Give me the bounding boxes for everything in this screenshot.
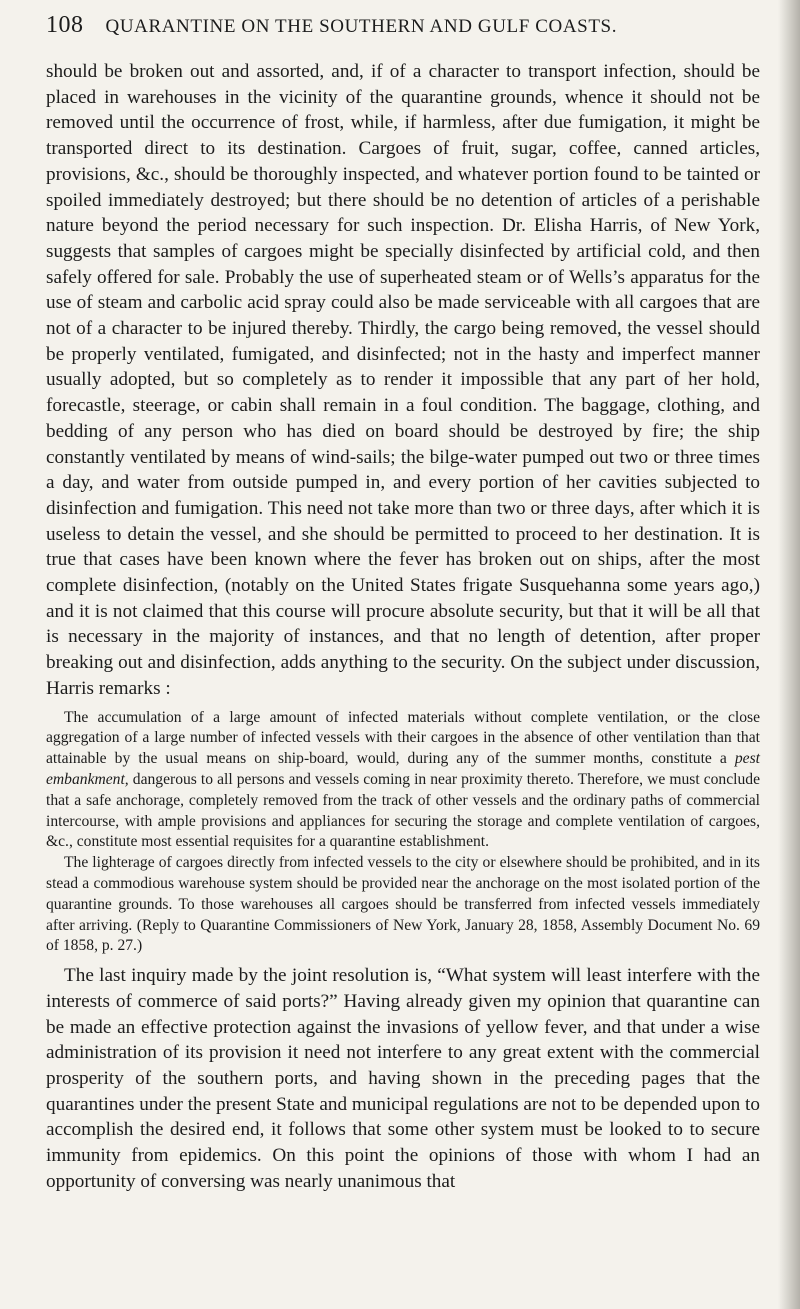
page-edge-shadow	[778, 0, 800, 1309]
quote-1-italic-phrase: pest embankment,	[46, 750, 760, 788]
block-quote	[46, 708, 760, 958]
quote-1-text-after: dangerous to all persons and vessels coming in near proximity thereto. Therefore, we must conclude that a safe anchorage, completely removed from the track of other vessels and the ordinary paths of commercial intercourse, with ample provisions and appliances for securing the storage and complete ventilation of cargoes, &c., constitute most essential requisites for a quarantine establishment.	[46, 770, 760, 851]
quote-paragraph-1	[46, 708, 760, 854]
body-paragraph-1: should be broken out and assorted, and, if of a character to transport infection, should be placed in warehouses in the vicinity of the quarantine grounds, whence it should not be removed until the occurrence of frost, while, if harmless, after due fumigation, it might be transported direct to its destination. Cargoes of fruit, sugar, coffee, canned articles, provisions, &c., should be thoroughly inspected, and whatever portion found to be tainted or spoiled immediately destroyed; but there should be no detention of articles of a perishable nature beyond the period necessary for such inspection. Dr. Elisha Harris, of New York, suggests that samples of cargoes might be specially disinfected by artificial cold, and then safely offered for sale. Probably the use of superheated steam or of Wells’s apparatus for the use of steam and carbolic acid spray could also be made serviceable with all cargoes that are not of a character to be injured thereby. Thirdly, the cargo being removed, the vessel should be properly ventilated, fumigated, and disinfected; not in the hasty and imperfect manner usually adopted, but so completely as to render it impossible that any part of her hold, forecastle, steerage, or cabin shall remain in a foul condition. The baggage, clothing, and bedding of any person who has died on board should be destroyed by fire; the ship constantly ventilated by means of wind-sails; the bilge-water pumped out two or three times a day, and water from outside pumped in, and every portion of her cavities subjected to disinfection and fumigation. This need not take more than two or three days, after which it is useless to detain the vessel, and she should be permitted to proceed to her destination. It is true that cases have been known where the fever has broken out on ships, after the most complete disinfection, (notably on the United States frigate Susquehanna some years ago,) and it is not claimed that this course will procure absolute security, but that it will be all that is necessary in the majority of instances, and that no length of detention, after proper breaking out and disinfection, adds anything to the security. On the subject under discussion, Harris remarks :	[46, 61, 760, 699]
quote-1-text-before: The accumulation of a large amount of infected materials without complete ventilation, or the close aggregation of a large number of infected vessels with their cargoes in the absence of other ventilation than that attainable by the usual means on ship-board, would, during any of the summer months, constitute a	[46, 708, 760, 768]
page-number: 108	[46, 12, 84, 38]
running-title: QUARANTINE ON THE SOUTHERN AND GULF COASTS.	[105, 16, 618, 37]
quote-paragraph-2: The lighterage of cargoes directly from infected vessels to the city or elsewhere should be prohibited, and in its stead a commodious warehouse system should be provided near the anchorage on the most isolated portion of the quarantine grounds. To those warehouses all cargoes should be transferred from infected vessels immediately after arriving. (Reply to Quarantine Commissioners of New York, January 28, 1858, Assembly Document No. 69 of 1858, p. 27.)	[46, 854, 760, 955]
running-header	[46, 12, 764, 39]
body-paragraph-2: The last inquiry made by the joint resolution is, “What system will least interfere with the interests of commerce of said ports?” Having already given my opinion that quarantine can be made an effective protection against the invasions of yellow fever, and that under a wise administration of its provision it need not interfere to any great extent with the commercial prosperity of the southern ports, and having shown in the preceding pages that the quarantines under the present State and municipal regulations are not to be depended upon to accomplish the desired end, it follows that some other system must be looked to to secure immunity from epidemics. On this point the opinions of those with whom I had an opportunity of conversing was nearly unanimous that	[46, 965, 760, 1192]
